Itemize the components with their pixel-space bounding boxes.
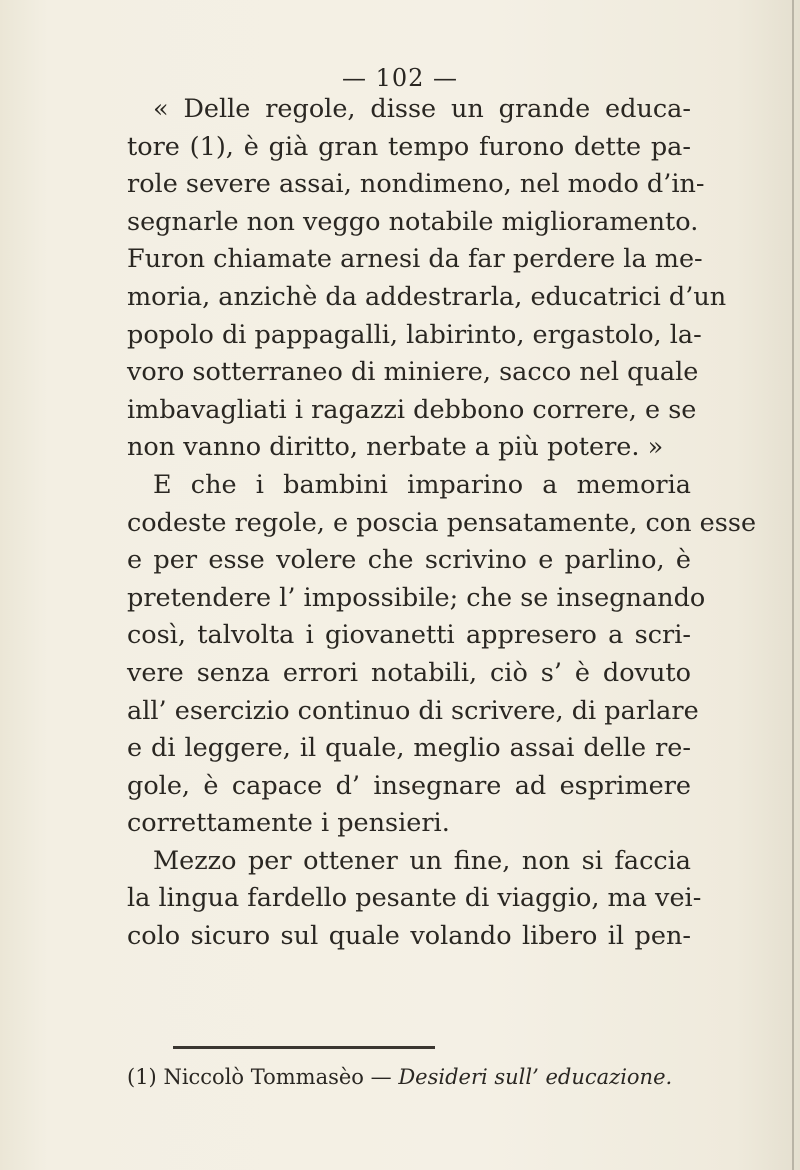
text-line: pretendere l’ impossibile; che se insegnando bbox=[127, 582, 706, 613]
text-line: vere senza errori notabili, ciò s’ è dovuto bbox=[127, 657, 691, 688]
text-line: tore (1), è già gran tempo furono dette pa- bbox=[127, 131, 691, 162]
body-text bbox=[127, 91, 757, 956]
footnote bbox=[127, 1064, 727, 1090]
paragraph-1 bbox=[127, 91, 727, 467]
footnote-marker: (1) bbox=[127, 1065, 157, 1089]
page-number: — 102 — bbox=[341, 64, 459, 92]
footnote-author: Niccolò Tommasèo — bbox=[163, 1065, 392, 1089]
text-line: all’ esercizio continuo di scrivere, di parlare bbox=[127, 695, 699, 726]
text-line: non vanno diritto, nerbate a più potere. » bbox=[127, 432, 664, 463]
text-line: popolo di pappagalli, labirinto, ergastolo, la- bbox=[127, 319, 702, 350]
text-line: « Delle regole, disse un grande educa- bbox=[153, 94, 691, 124]
text-line: E che i bambini imparino a memoria bbox=[153, 469, 691, 500]
text-line: moria, anzichè da addestrarla, educatrici d’un bbox=[127, 281, 727, 312]
text-line: voro sotterraneo di miniere, sacco nel quale bbox=[127, 357, 699, 388]
text-line: codeste regole, e poscia pensatamente, con esse bbox=[127, 507, 757, 538]
text-line: colo sicuro sul quale volando libero il pen- bbox=[127, 921, 691, 952]
text-line: così, talvolta i giovanetti appresero a scri- bbox=[127, 620, 691, 651]
text-line: imbavagliati i ragazzi debbono correre, e se bbox=[127, 394, 697, 425]
text-line: correttamente i pensieri. bbox=[127, 808, 450, 839]
text-line: e per esse volere che scrivino e parlino, è bbox=[127, 545, 691, 576]
paragraph-2 bbox=[127, 467, 757, 843]
text-line: e di leggere, il quale, meglio assai delle re- bbox=[127, 733, 691, 764]
text-line: segnarle non veggo notabile miglioramento. bbox=[127, 206, 699, 237]
text-line: la lingua fardello pesante di viaggio, ma vei- bbox=[127, 883, 702, 914]
footnote-divider bbox=[173, 1046, 435, 1049]
footnote-title: Desideri sull’ educazione. bbox=[398, 1065, 673, 1089]
text-line: gole, è capace d’ insegnare ad esprimere bbox=[127, 770, 691, 801]
page-edge-shadow bbox=[792, 0, 794, 1170]
text-line: Furon chiamate arnesi da far perdere la me- bbox=[127, 244, 703, 275]
text-line: role severe assai, nondimeno, nel modo d’in- bbox=[127, 169, 705, 200]
paragraph-3 bbox=[127, 843, 702, 956]
text-line: Mezzo per ottener un fine, non si faccia bbox=[153, 845, 691, 876]
